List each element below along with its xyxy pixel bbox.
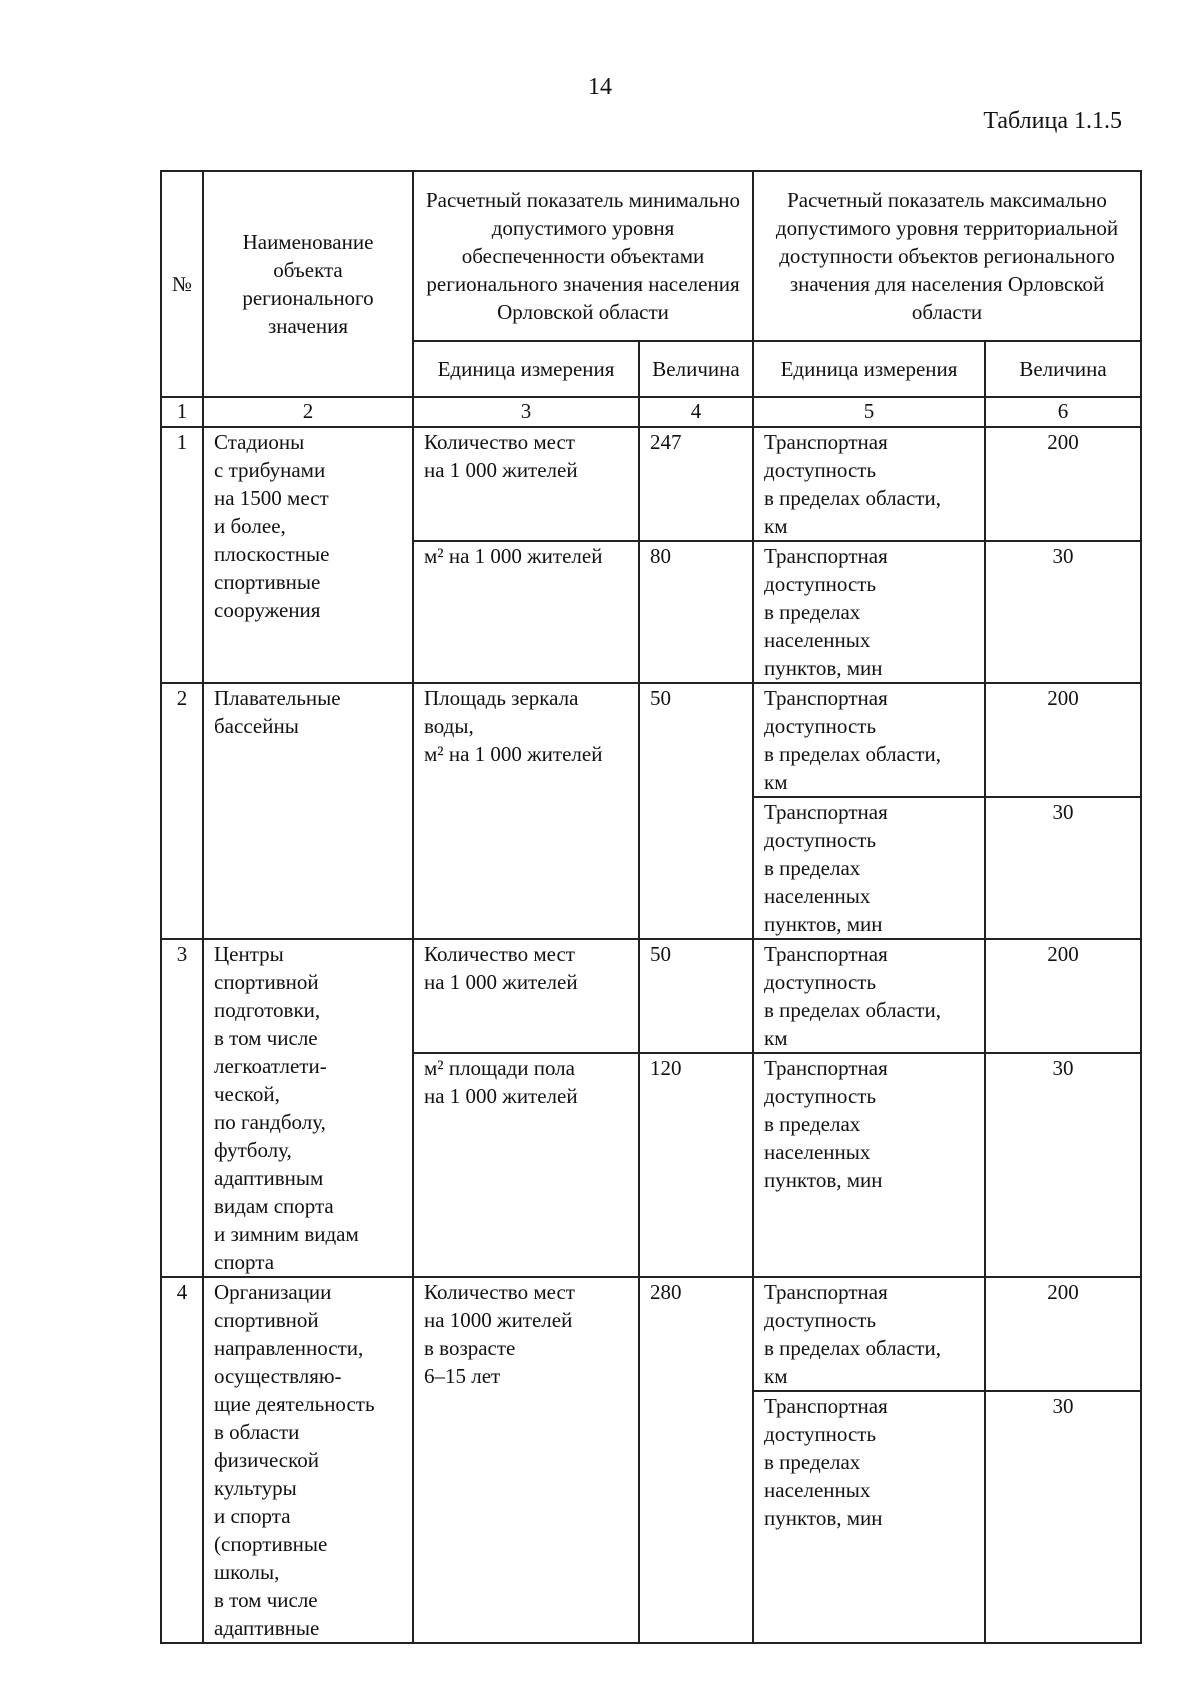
value-min: 80 <box>639 541 753 683</box>
object-name: Плавательные бассейны <box>203 683 413 939</box>
header-min-group: Расчетный показатель минимально допустимого уровня обеспеченности объектами регионального значения населения Орловской области <box>413 171 753 341</box>
unit-max: Транспортная доступность в пределах населенных пунктов, мин <box>753 1053 985 1277</box>
unit-max: Транспортная доступность в пределах области, км <box>753 427 985 541</box>
object-name: Стадионы с трибунами на 1500 мест и более, плоскостные спортивные сооружения <box>203 427 413 683</box>
row-number: 3 <box>161 939 203 1277</box>
unit-min: Площадь зеркала воды, м² на 1 000 жителей <box>413 683 639 939</box>
value-min: 120 <box>639 1053 753 1277</box>
unit-min: Количество мест на 1000 жителей в возрасте 6–15 лет <box>413 1277 639 1643</box>
header-unit-max: Единица измерения <box>753 341 985 397</box>
page-number: 14 <box>588 74 612 100</box>
row-number: 4 <box>161 1277 203 1643</box>
header-value-min: Величина <box>639 341 753 397</box>
table-caption: Таблица 1.1.5 <box>983 108 1122 134</box>
value-max: 200 <box>985 683 1141 797</box>
column-number: 2 <box>203 397 413 427</box>
object-name: Организации спортивной направленности, осуществляю- щие деятельность в области физической культуры и спорта (спортивные школы, в том числе адаптивные <box>203 1277 413 1643</box>
unit-min: Количество мест на 1 000 жителей <box>413 427 639 541</box>
unit-max: Транспортная доступность в пределах области, км <box>753 1277 985 1391</box>
column-number: 5 <box>753 397 985 427</box>
unit-max: Транспортная доступность в пределах области, км <box>753 939 985 1053</box>
row-number: 2 <box>161 683 203 939</box>
column-number: 3 <box>413 397 639 427</box>
object-name: Центры спортивной подготовки, в том числе легкоатлети- ческой, по гандболу, футболу, адаптивным видам спорта и зимним видам спорта <box>203 939 413 1277</box>
unit-min: Количество мест на 1 000 жителей <box>413 939 639 1053</box>
unit-max: Транспортная доступность в пределах области, км <box>753 683 985 797</box>
unit-max: Транспортная доступность в пределах населенных пунктов, мин <box>753 797 985 939</box>
unit-max: Транспортная доступность в пределах населенных пунктов, мин <box>753 1391 985 1643</box>
unit-min: м² площади пола на 1 000 жителей <box>413 1053 639 1277</box>
header-value-max: Величина <box>985 341 1141 397</box>
standards-table <box>160 170 1142 1644</box>
column-number: 1 <box>161 397 203 427</box>
header-unit-min: Единица измерения <box>413 341 639 397</box>
value-max: 30 <box>985 797 1141 939</box>
column-number: 4 <box>639 397 753 427</box>
value-min: 247 <box>639 427 753 541</box>
value-max: 30 <box>985 1391 1141 1643</box>
column-number: 6 <box>985 397 1141 427</box>
header-name: Наименование объекта регионального значения <box>203 171 413 397</box>
value-max: 200 <box>985 939 1141 1053</box>
value-min: 50 <box>639 683 753 939</box>
value-max: 30 <box>985 1053 1141 1277</box>
unit-max: Транспортная доступность в пределах населенных пунктов, мин <box>753 541 985 683</box>
unit-min: м² на 1 000 жителей <box>413 541 639 683</box>
row-number: 1 <box>161 427 203 683</box>
value-min: 280 <box>639 1277 753 1643</box>
value-max: 200 <box>985 427 1141 541</box>
value-max: 30 <box>985 541 1141 683</box>
header-max-group: Расчетный показатель максимально допустимого уровня территориальной доступности объектов регионального значения для населения Орловской области <box>753 171 1141 341</box>
header-num: № <box>161 171 203 397</box>
value-min: 50 <box>639 939 753 1053</box>
value-max: 200 <box>985 1277 1141 1391</box>
